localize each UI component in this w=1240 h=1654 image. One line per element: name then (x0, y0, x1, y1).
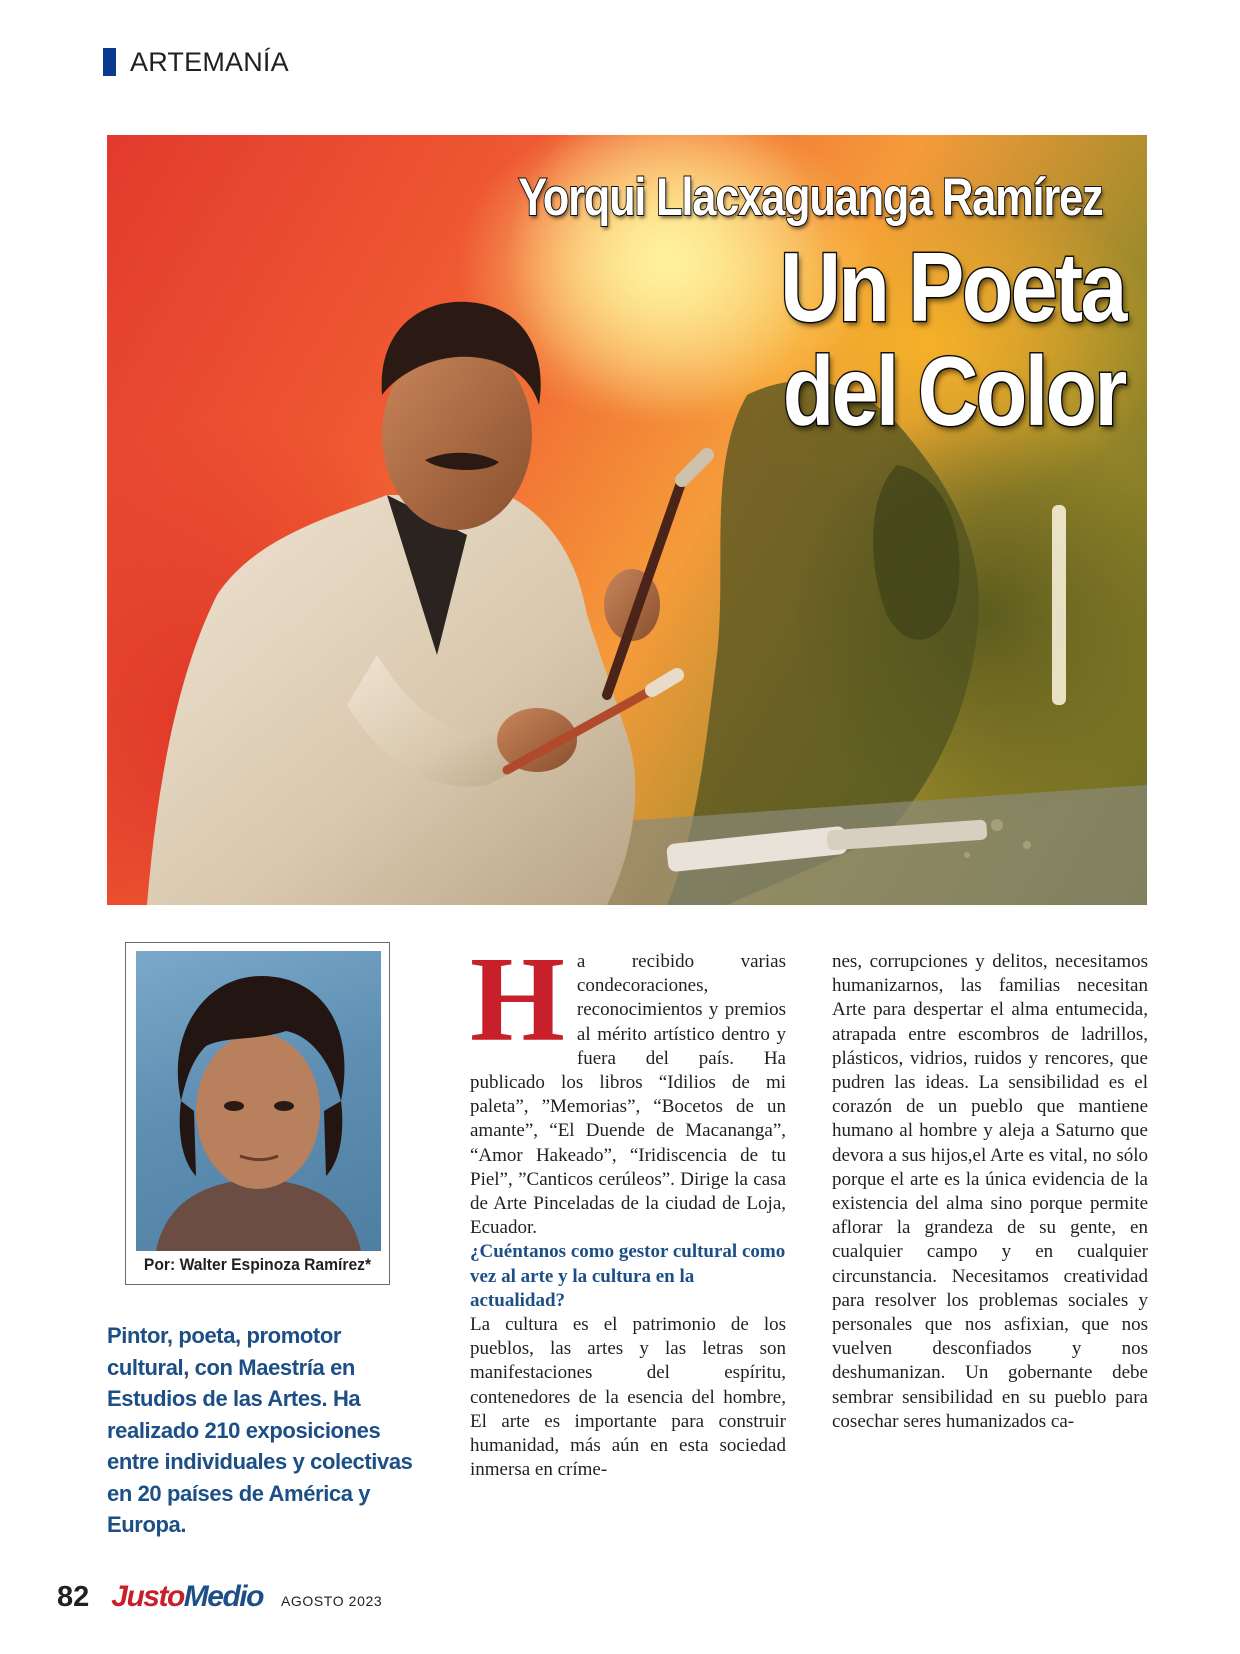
magazine-logo: JustoMedio (111, 1580, 263, 1613)
intro-text: a recibido varias condecoraciones, reconocimientos y premios al mérito artístico dentro y fuera del país. Ha publicado los libros “Idilios de mi paleta”, ”Memorias”, “Bocetos de un amante”, “El Duende de Macananga”, “Amor Hakeado”, “Iridiscencia de tu Piel”, ”Canticos cerúleos”. Dirige la casa de Arte Pinceladas de la ciudad de Loja, Ecuador. (470, 951, 786, 1239)
issue-date: AGOSTO 2023 (280, 1593, 383, 1609)
article-intro (470, 932, 786, 1240)
section-accent-bar (103, 48, 116, 76)
page-footer (57, 1580, 382, 1614)
answer-text-col1: La cultura es el patrimonio de los pueblos, las artes y las letras son manifestaciones del espíritu, contenedores de la esencia del hombre, El arte es importante para construir humanidad, más aún en esta sociedad inmersa en críme- (470, 1314, 786, 1481)
interview-question: ¿Cuéntanos como gestor cultural como vez al arte y la cultura en la actualidad? (470, 1241, 786, 1311)
section-header (103, 48, 289, 76)
answer-text-col2: nes, corrupciones y delitos, necesitamos humanizarnos, las familias necesitan Arte para despertar el alma entumecida, atrapada entre escombros de ladrillos, plásticos, vidrios, ruidos y rencores, que pudren las ideas. La sensibilidad es el corazón de un pueblo que mantiene humano al hombre y aleja a Saturno que devora a sus hijos,el Arte es vital, no sólo porque el arte es la única evidencia de la existencia del alma sino porque permite aflorar la grandeza de su gente, en cualquier campo y en cualquier circunstancia. Necesitamos creatividad para resolver los problemas sociales y personales que nos asfixian, que nos vuelven desconfiados y nos deshumanizan. Un gobernante debe sembrar sensibilidad en su pueblo para cosechar seres humanizados ca- (832, 951, 1148, 1432)
author-credit: Por: Walter Espinoza Ramírez* (143, 1255, 372, 1274)
page-number: 82 (57, 1581, 90, 1613)
hero-title-line1: Un Poeta (780, 232, 1125, 342)
hero-title (780, 232, 1125, 446)
author-photo (136, 951, 381, 1251)
article-column-2 (832, 950, 1148, 1434)
hero-kicker: Yorqui Llacxaguanga Ramírez (517, 168, 1102, 227)
author-box (125, 942, 390, 1285)
section-title: ARTEMANÍA (130, 46, 289, 77)
hero-image (107, 135, 1147, 905)
author-summary: Pintor, poeta, promotor cultural, con Maestría en Estudios de las Artes. Ha realizado 210 exposiciones entre individuales y colectivas en 20 países de América y Europa. (107, 1323, 413, 1537)
article-column-1 (470, 932, 786, 1482)
dropcap: H (470, 932, 565, 1067)
hero-title-line2: del Color (782, 336, 1125, 446)
